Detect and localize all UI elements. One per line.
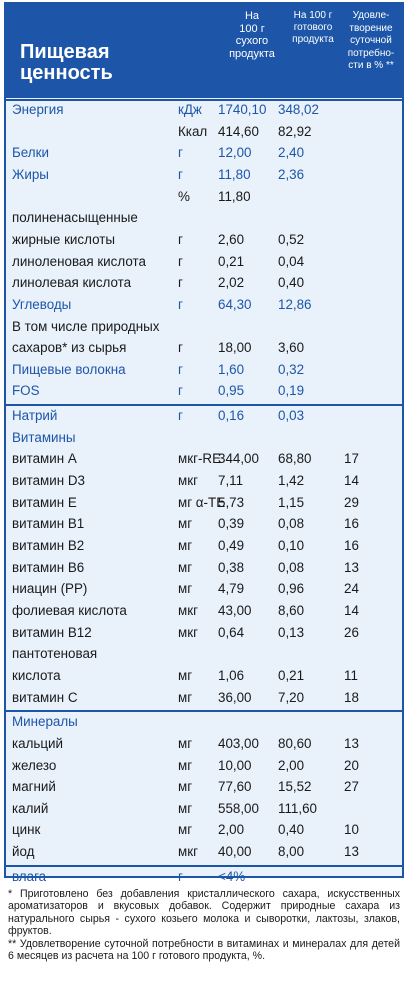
value-daily-percent: 16 [344,538,359,553]
nutrient-name: Натрий [12,408,58,424]
nutrient-unit: % [178,188,190,204]
title-line-2: ценность [20,62,113,84]
table-row [6,536,402,557]
nutrient-name: Белки [12,145,49,161]
value-dry: 7,11 [218,473,244,488]
value-ready: 2,00 [278,757,305,773]
nutrient-name: железо [12,757,57,773]
value-dry: 414,60 [218,123,259,139]
value-dry: 0,16 [218,408,245,424]
value-dry: 77,60 [218,779,252,795]
value-dry: 1,06 [218,667,245,683]
value-dry: 2,60 [218,231,245,247]
table-row [6,712,402,733]
value-ready: 3,60 [278,340,305,356]
value-dry: 0,38 [218,559,245,575]
table-title [20,42,230,84]
table-row [6,165,402,186]
table-row [6,338,402,359]
value-dry: 0,95 [218,383,245,399]
value-dry: 403,00 [218,735,259,751]
nutrient-name: йод [12,844,35,860]
value-dry: 344,00 [218,451,259,467]
nutrient-name: витамин В2 [12,538,85,553]
nutrient-name: полиненасыщенные [12,210,138,226]
nutrient-name: сахаров* из сырья [12,340,127,356]
footnote-2: ** Удовлетворение суточной потребности в витаминах и минералах для детей 6 месяцев из расчета на 100 г готового продукта, %. [8,937,400,963]
value-ready: 0,08 [278,559,305,575]
value-ready: 0,96 [278,581,305,597]
table-row [6,230,402,251]
value-daily-percent: 16 [344,516,359,532]
value-dry: 0,64 [218,624,245,640]
value-dry: 64,30 [218,296,252,312]
table-row [6,317,402,338]
nutrient-name: витамин Е [12,494,77,510]
nutrient-name: цинк [12,822,41,838]
nutrient-unit: мг [178,689,193,705]
nutrient-name: FOS [12,383,40,399]
table-header [6,4,402,98]
nutrient-name: кислота [12,667,61,683]
nutrient-name: витамин А [12,451,77,467]
table-row [6,558,402,579]
value-dry: 43,00 [218,602,252,618]
value-ready: 0,08 [278,516,305,532]
column-header-daily: Удовле- творение суточной потребно- сти в % ** [347,10,395,71]
nutrient-unit: г [178,231,183,247]
table-row [6,449,402,470]
value-ready: 0,19 [278,383,305,399]
column-header-dry: На 100 г сухого продукта [229,10,275,60]
value-ready: 0,40 [278,822,305,838]
column-header-ready: На 100 г готового продукта [292,10,334,45]
value-daily-percent: 24 [344,581,359,597]
nutrient-unit: г [178,361,183,377]
value-dry: 18,00 [218,340,252,356]
value-dry: <4% [218,868,246,884]
value-daily-percent: 18 [344,689,359,705]
table-row [6,867,402,888]
value-dry: 10,00 [218,757,252,773]
value-ready: 7,20 [278,689,305,705]
nutrient-unit: мг [178,757,193,773]
nutrient-name: линоленовая кислота [12,253,146,269]
value-daily-percent: 17 [344,451,359,467]
value-daily-percent: 20 [344,757,359,773]
table-row [6,406,402,427]
table-row [6,428,402,449]
nutrient-unit: кДж [178,102,202,117]
nutrient-unit: мг [178,735,193,751]
value-ready: 12,86 [278,296,312,312]
nutrient-unit: г [178,868,183,884]
nutrient-name: Углеводы [12,296,72,312]
nutrient-unit: Ккал [178,123,208,139]
nutrient-name: калий [12,800,49,816]
value-daily-percent: 26 [344,624,359,640]
value-ready: 0,04 [278,253,305,269]
nutrient-name: В том числе природных [12,318,160,334]
table-row [6,360,402,381]
nutrient-unit: мкг [178,844,198,860]
table-row [6,756,402,777]
value-ready: 0,03 [278,408,305,424]
table-row [6,208,402,229]
table-row [6,187,402,208]
value-dry: 40,00 [218,844,252,860]
value-daily-percent: 11 [344,667,358,683]
table-row [6,777,402,798]
nutrient-unit: г [178,145,183,161]
value-daily-percent: 13 [344,559,359,575]
value-daily-percent: 14 [344,602,359,618]
table-row [6,666,402,687]
title-line-1: Пищевая [20,41,110,63]
table-row [6,295,402,316]
table-row [6,381,402,402]
nutrient-name: витамин В12 [12,624,92,640]
table-row [6,100,402,121]
table-row [6,579,402,600]
value-dry: 558,00 [218,800,259,816]
table-row [6,820,402,841]
value-dry: 1740,10 [218,102,267,117]
value-ready: 111,60 [278,800,317,816]
nutrient-unit: мг [178,559,193,575]
value-dry: 11,80 [218,166,251,182]
value-dry: 0,21 [218,253,245,269]
nutrient-unit: мкг [178,473,198,488]
footnotes [8,888,400,962]
value-dry: 0,49 [218,538,245,553]
nutrient-unit: мкг-RE [178,451,222,467]
nutrient-unit: г [178,340,183,356]
nutrient-unit: г [178,275,183,291]
nutrient-name: магний [12,779,56,795]
nutrient-unit: мкг [178,624,198,640]
value-dry: 4,79 [218,581,245,597]
value-ready: 80,60 [278,735,312,751]
value-ready: 8,60 [278,602,305,618]
value-dry: 0,39 [218,516,245,532]
table-row [6,514,402,535]
nutrient-name: витамин С [12,689,78,705]
nutrient-unit: г [178,166,183,182]
value-dry: 5,73 [218,494,245,510]
table-row [6,842,402,863]
nutrient-unit: мг [178,822,193,838]
value-daily-percent: 29 [344,494,359,510]
value-ready: 0,40 [278,275,305,291]
value-daily-percent: 14 [344,473,359,488]
table-row [6,644,402,665]
nutrient-name: влага [12,868,47,884]
value-dry: 1,60 [218,361,245,377]
value-ready: 1,42 [278,473,305,488]
nutrient-unit: мкг [178,602,198,618]
nutrient-name: витамин В6 [12,559,85,575]
value-ready: 8,00 [278,844,305,860]
nutrient-unit: мг [178,800,193,816]
nutrient-unit: мг [178,779,193,795]
table-row [6,734,402,755]
nutrient-name: фолиевая кислота [12,602,127,618]
nutrient-unit: мг [178,667,193,683]
value-ready: 0,52 [278,231,305,247]
nutrient-unit: г [178,383,183,399]
nutrient-unit: мг α-TE [178,494,226,510]
value-daily-percent: 10 [344,822,359,838]
value-daily-percent: 27 [344,779,359,795]
value-dry: 36,00 [218,689,252,705]
nutrient-name: Пищевые волокна [12,361,126,377]
nutrient-name: витамин D3 [12,473,85,488]
value-ready: 0,32 [278,361,305,377]
nutrient-name: пантотеновая [12,646,98,662]
table-row [6,688,402,709]
nutrient-name: Жиры [12,166,49,182]
value-ready: 68,80 [278,451,312,467]
nutrient-unit: г [178,296,183,312]
table-row [6,493,402,514]
value-dry: 12,00 [218,145,252,161]
value-dry: 2,02 [218,275,245,291]
nutrient-unit: мг [178,538,193,553]
value-ready: 2,40 [278,145,305,161]
value-daily-percent: 13 [344,735,359,751]
table-row [6,273,402,294]
nutrient-name: витамин В1 [12,516,85,532]
nutrient-unit: мг [178,516,193,532]
nutrient-unit: г [178,408,183,424]
nutrient-name: Витамины [12,429,76,445]
nutrient-name: ниацин (РР) [12,581,88,597]
table-row [6,601,402,622]
nutrition-table [4,2,404,884]
value-ready: 15,52 [278,779,312,795]
value-ready: 82,92 [278,123,312,139]
nutrient-name: жирные кислоты [12,231,115,247]
nutrient-unit: мг [178,581,193,597]
nutrient-name: Минералы [12,714,78,730]
table-row [6,799,402,820]
value-ready: 0,13 [278,624,305,640]
value-dry: 2,00 [218,822,245,838]
table-row [6,471,402,492]
table-row [6,143,402,164]
value-ready: 348,02 [278,102,319,117]
value-dry: 11,80 [218,188,251,204]
nutrient-name: Энергия [12,102,64,117]
value-ready: 0,10 [278,538,305,553]
table-row [6,122,402,143]
value-ready: 1,15 [278,494,305,510]
nutrient-unit: г [178,253,183,269]
value-ready: 2,36 [278,166,305,182]
nutrient-name: линолевая кислота [12,275,132,291]
footnote-1: * Приготовлено без добавления кристаллического сахара, искусственных ароматизаторов и вкусовых добавок. Содержит природные сахара из натурального сырья - сухого козьего молока и сыворотки, лактозы, злаков, фруктов. [8,888,400,938]
table-row [6,623,402,644]
table-row [6,252,402,273]
value-daily-percent: 13 [344,844,359,860]
value-ready: 0,21 [278,667,305,683]
nutrient-name: кальций [12,735,64,751]
